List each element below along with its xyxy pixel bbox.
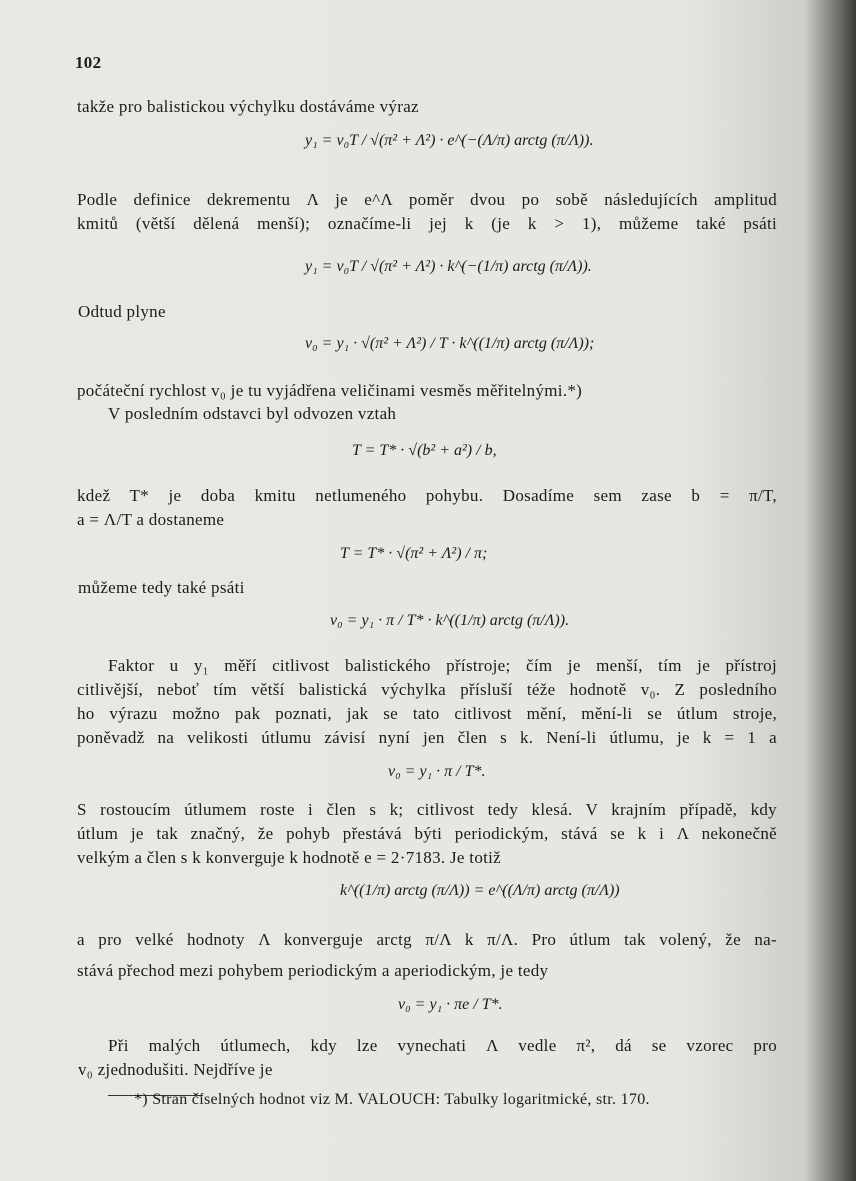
text-line-10: Faktor u y₁ měří citlivost balistického přístroje; čím je menší, tím je přístroj [108, 656, 777, 675]
equation-8: k^((1/π) arctg (π/Λ)) = e^((Λ/π) arctg (π/Λ)) [340, 882, 620, 899]
equation-5: T = T* · √(π² + Λ²) / π; [340, 545, 488, 562]
text-line-12: ho výrazu možno pak poznati, jak se tato citlivost mění, mění-li se útlum stroje, [77, 704, 777, 723]
text-line-6: V posledním odstavci byl odvozen vztah [108, 404, 397, 423]
equation-9: v₀ = y₁ · πe / T*. [398, 996, 503, 1013]
text-line-17: a pro velké hodnoty Λ konverguje arctg π/Λ k π/Λ. Pro útlum tak volený, že na- [77, 930, 777, 949]
page-number: 102 [75, 53, 102, 72]
text-line-4: Odtud plyne [78, 302, 166, 321]
equation-3: v₀ = y₁ · √(π² + Λ²) / T · k^((1/π) arctg (π/Λ)); [305, 335, 595, 352]
equation-4: T = T* · √(b² + a²) / b, [352, 442, 497, 459]
equation-7: v₀ = y₁ · π / T*. [388, 763, 486, 780]
text-line-16: velkým a člen s k konverguje k hodnotě e = 2·7183. Je totiž [77, 848, 502, 867]
text-line-9: můžeme tedy také psáti [78, 578, 245, 597]
text-line-19: Při malých útlumech, kdy lze vynechati Λ vedle π², dá se vzorec pro [108, 1036, 777, 1055]
text-line-20: v₀ zjednodušiti. Nejdříve je [78, 1060, 273, 1079]
text-line-13: poněvadž na velikosti útlumu závisí nyní jen člen s k. Není-li útlumu, je k = 1 a [77, 728, 777, 747]
text-line-11: citlivější, neboť tím větší balistická výchylka přísluší téže hodnotě v₀. Z posledního [77, 680, 777, 699]
text-line-8: a = Λ/T a dostaneme [77, 510, 225, 529]
text-line-3: kmitů (větší dělená menší); označíme-li jej k (je k > 1), můžeme také psáti [77, 214, 777, 233]
text-line-18: stává přechod mezi pohybem periodickým a aperiodickým, je tedy [77, 961, 549, 980]
equation-1: y₁ = v₀T / √(π² + Λ²) · e^(−(Λ/π) arctg (π/Λ)). [305, 132, 594, 149]
text-line-15: útlum je tak značný, že pohyb přestává býti periodickým, stává se k i Λ nekonečně [77, 824, 777, 843]
equation-6: v₀ = y₁ · π / T* · k^((1/π) arctg (π/Λ)). [330, 612, 570, 629]
text-line-5: počáteční rychlost v₀ je tu vyjádřena veličinami vesměs měřitelnými.*) [77, 381, 583, 400]
text-line-2: Podle definice dekrementu Λ je e^Λ poměr dvou po sobě následujících amplitud [77, 190, 777, 209]
text-line-7: kdež T* je doba kmitu netlumeného pohybu. Dosadíme sem zase b = π/T, [77, 486, 777, 505]
equation-2: y₁ = v₀T / √(π² + Λ²) · k^(−(1/π) arctg (π/Λ)). [305, 258, 592, 275]
text-line-14: S rostoucím útlumem roste i člen s k; citlivost tedy klesá. V krajním případě, kdy [77, 800, 777, 819]
footnote: *) Stran číselných hodnot viz M. VALOUCH: Tabulky logaritmické, str. 170. [134, 1091, 650, 1108]
text-line-1: takže pro balistickou výchylku dostáváme výraz [77, 97, 419, 116]
